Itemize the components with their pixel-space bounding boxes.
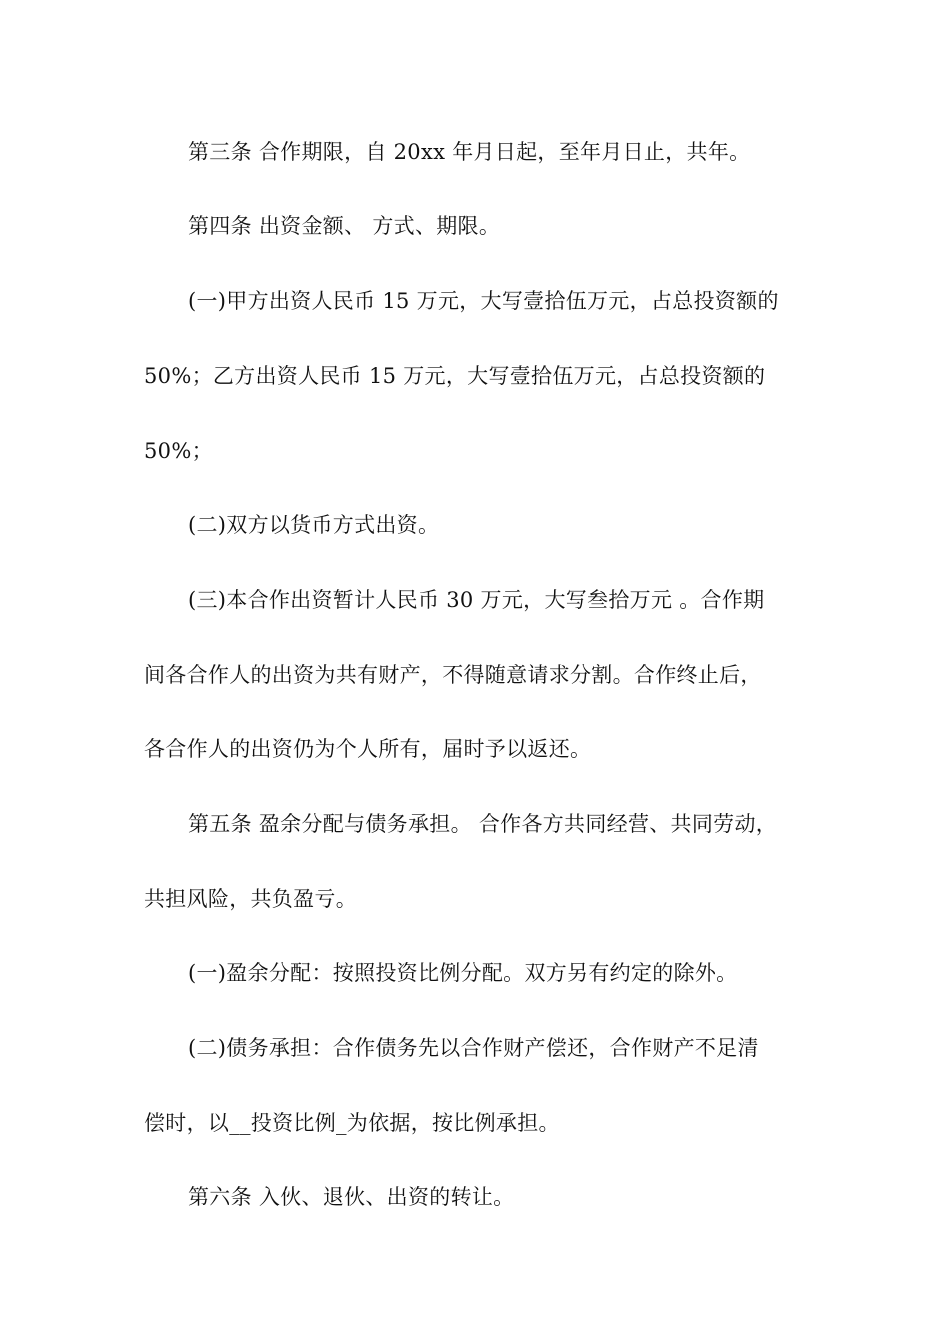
clause-4-3-line-3: 各合作人的出资仍为个人所有，届时予以返还。 [144, 737, 592, 761]
article-5-line-1: 第五条 盈余分配与债务承担。 合作各方共同经营、共同劳动， [188, 812, 778, 836]
article-4-heading: 第四条 出资金额、 方式、期限。 [188, 214, 501, 238]
clause-4-1-line-2: 50%；乙方出资人民币 15 万元，大写壹拾伍万元，占总投资额的 [144, 364, 766, 388]
clause-4-1-line-1: (一)甲方出资人民币 15 万元，大写壹拾伍万元，占总投资额的 [188, 289, 779, 313]
clause-4-1-line-3: 50%； [144, 439, 213, 463]
clause-5-2-line-1: (二)债务承担：合作债务先以合作财产偿还，合作财产不足清 [188, 1036, 759, 1060]
clause-5-2-line-2: 偿时，以__投资比例_为依据，按比例承担。 [144, 1111, 560, 1135]
clause-4-3-line-2: 间各合作人的出资为共有财产，不得随意请求分割。合作终止后， [144, 663, 762, 687]
clause-5-1: (一)盈余分配：按照投资比例分配。双方另有约定的除外。 [188, 961, 738, 985]
article-6-heading: 第六条 入伙、退伙、出资的转让。 [188, 1185, 515, 1209]
article-5-line-2: 共担风险，共负盈亏。 [144, 887, 357, 911]
article-3-term: 第三条 合作期限，自 20xx 年月日起，至年月日止，共年。 [188, 140, 751, 164]
clause-4-2: (二)双方以货币方式出资。 [188, 513, 440, 537]
clause-4-3-line-1: (三)本合作出资暂计人民币 30 万元，大写叁拾万元 。合作期 [188, 588, 765, 612]
